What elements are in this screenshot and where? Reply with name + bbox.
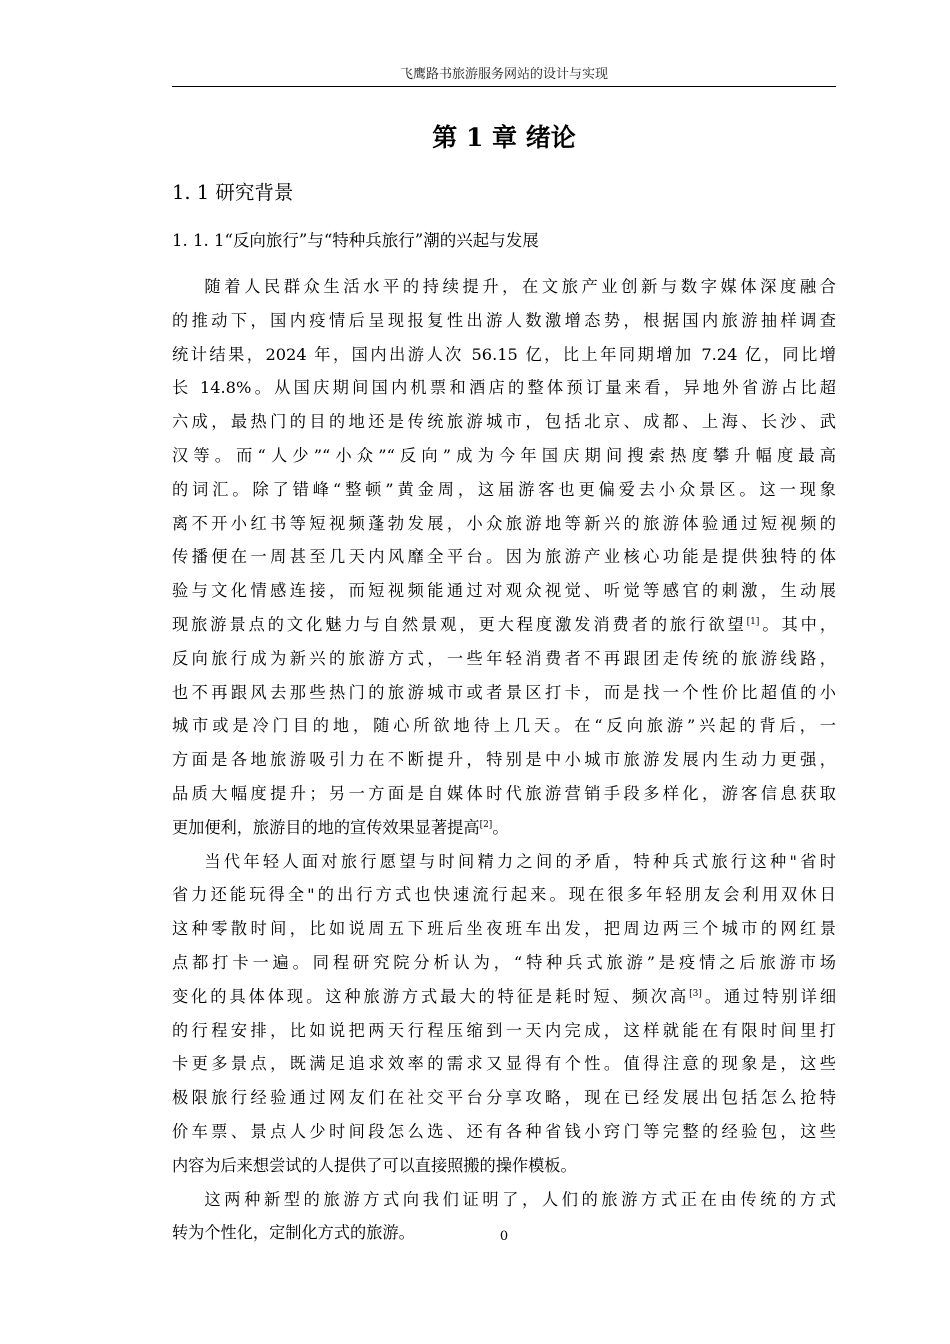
body-text <box>172 270 836 1250</box>
text-line-content: 验与文化情感连接，而短视频能通过对观众视觉、听觉等感官的刺激，生动展 <box>172 581 836 601</box>
text-line-tail: 。通过特别详细 <box>701 986 837 1006</box>
text-line <box>172 980 836 1014</box>
citation-ref: [2] <box>479 819 493 830</box>
text-line-content: 现旅游景点的文化魅力与自然景观，更大程度激发消费者的旅行欲望 <box>172 614 747 634</box>
text-line <box>172 608 836 642</box>
text-line <box>172 371 836 405</box>
text-line-tail: 。 <box>492 817 509 837</box>
text-line-content: 价车票、景点人少时间段怎么选、还有各种省钱小窍门等完整的经验包，这些 <box>172 1121 836 1141</box>
text-line <box>172 1081 836 1115</box>
subsection-heading: 1. 1. 1“反向旅行”与“特种兵旅行”潮的兴起与发展 <box>172 231 539 250</box>
running-header-title: 飞鹰路书旅游服务网站的设计与实现 <box>399 67 608 82</box>
text-line <box>172 405 836 439</box>
text-line-content: 也不再跟风去那些热门的旅游城市或者景区打卡，而是找一个性价比超值的小 <box>172 682 836 702</box>
chapter-title: 第 1 章 绪论 <box>432 123 576 152</box>
paragraph <box>172 845 836 1183</box>
text-line-content: 当代年轻人面对旅行愿望与时间精力之间的矛盾，特种兵式旅行这种"省时 <box>204 851 836 871</box>
text-line <box>172 777 836 811</box>
text-line-content: 省力还能玩得全"的出行方式也快速流行起来。现在很多年轻朋友会利用双休日 <box>172 885 836 905</box>
text-line-content: 转为个性化，定制化方式的旅游。 <box>172 1223 415 1243</box>
text-line <box>172 507 836 541</box>
text-line <box>172 1149 836 1183</box>
citation-ref: [3] <box>689 988 702 999</box>
text-line-content: 随着人民群众生活水平的持续提升，在文旅产业创新与数字媒体深度融合 <box>204 277 836 296</box>
text-line-content: 的行程安排，比如说把两天行程压缩到一天内完成，这样就能在有限时间里打 <box>172 1020 836 1040</box>
text-line-content: 长 14.8%。从国庆期间国内机票和酒店的整体预订量来看，异地外省游占比超 <box>172 378 836 398</box>
text-line <box>172 574 836 608</box>
text-line <box>172 1047 836 1081</box>
text-line <box>172 811 836 845</box>
text-line <box>172 270 836 304</box>
citation-ref: [1] <box>746 616 760 627</box>
text-line-content: 离不开小红书等短视频蓬勃发展，小众旅游地等新兴的旅游体验通过短视频的 <box>172 513 836 533</box>
section-heading: 1. 1 研究背景 <box>172 181 294 204</box>
page-number: 0 <box>499 1229 509 1244</box>
text-line-content: 反向旅行成为新兴的旅游方式，一些年轻消费者不再跟团走传统的旅游线路， <box>172 648 836 668</box>
text-line <box>172 473 836 507</box>
text-line-content: 统计结果，2024 年，国内出游人次 56.15 亿，比上年同期增加 7.24 亿，同比增 <box>172 344 836 364</box>
text-line-content: 方面是各地旅游吸引力在不断提升，特别是中小城市旅游发展内生动力更强， <box>172 750 836 770</box>
text-line-content: 的词汇。除了错峰“整顿”黄金周，这届游客也更偏爱去小众景区。这一现象 <box>172 479 836 499</box>
text-line <box>172 912 836 946</box>
text-line <box>172 642 836 676</box>
text-line-content: 极限旅行经验通过网友们在社交平台分享攻略，现在已经发展出包括怎么抢特 <box>172 1088 836 1108</box>
text-line-content: 品质大幅度提升；另一方面是自媒体时代旅游营销手段多样化，游客信息获取 <box>172 783 836 803</box>
text-line <box>172 1014 836 1048</box>
text-line-content: 卡更多景点，既满足追求效率的需求又显得有个性。值得注意的现象是，这些 <box>172 1054 836 1074</box>
text-line <box>172 439 836 473</box>
text-line-content: 变化的具体体现。这种旅游方式最大的特征是耗时短、频次高 <box>172 986 690 1006</box>
text-line-content: 内容为后来想尝试的人提供了可以直接照搬的操作模板。 <box>172 1155 577 1175</box>
text-line <box>172 845 836 879</box>
text-line-tail: 。其中， <box>759 614 837 634</box>
text-line <box>172 946 836 980</box>
text-line-content: 传播便在一周甚至几天内风靡全平台。因为旅游产业核心功能是提供独特的体 <box>172 547 836 567</box>
text-line-content: 这种零散时间，比如说周五下班后坐夜班车出发，把周边两三个城市的网红景 <box>172 919 836 939</box>
text-line-content: 点都打卡一遍。同程研究院分析认为，“特种兵式旅游”是疫情之后旅游市场 <box>172 952 836 972</box>
text-line <box>172 338 836 372</box>
text-line <box>172 540 836 574</box>
text-line-content: 城市或是冷门目的地，随心所欲地待上几天。在“反向旅游”兴起的背后，一 <box>172 716 836 736</box>
text-line-content: 这两种新型的旅游方式向我们证明了，人们的旅游方式正在由传统的方式 <box>204 1189 836 1209</box>
text-line-content: 汉等。而“人少”“小众”“反向”成为今年国庆期间搜索热度攀升幅度最高 <box>172 445 836 465</box>
text-line-content: 六成，最热门的目的地还是传统旅游城市，包括北京、成都、上海、长沙、武 <box>172 412 836 432</box>
text-line-content: 的推动下，国内疫情后呈现报复性出游人数激增态势，根据国内旅游抽样调查 <box>172 310 836 330</box>
text-line <box>172 743 836 777</box>
text-line <box>172 709 836 743</box>
text-line <box>172 878 836 912</box>
running-header <box>172 64 836 87</box>
paragraph <box>172 270 836 845</box>
text-line <box>172 1115 836 1149</box>
text-line <box>172 1183 836 1217</box>
text-line-content: 更加便利，旅游目的地的宣传效果显著提高 <box>172 817 480 837</box>
text-line <box>172 676 836 710</box>
text-line <box>172 304 836 338</box>
